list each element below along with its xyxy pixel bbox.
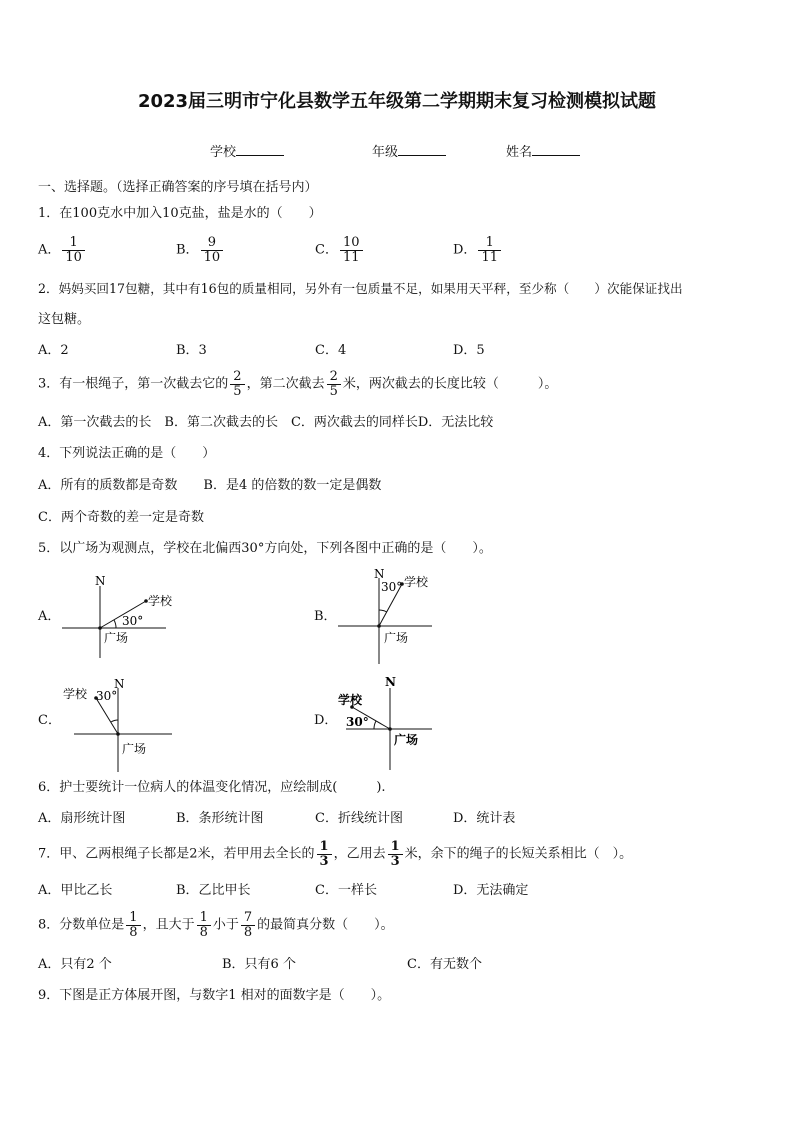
text: 7．甲、乙两根绳子长都是2米，若甲用去全长的 xyxy=(38,846,315,862)
q6-option-d: D．统计表 xyxy=(453,811,516,826)
fraction xyxy=(197,911,211,939)
fraction xyxy=(317,840,332,868)
question-9-stem: 9．下图是正方体展开图，与数字1 相对的面数字是（ ）。 xyxy=(38,988,391,1003)
q1-option-b xyxy=(176,236,225,264)
question-1-stem: 1．在100克水中加入10克盐，盐是水的（ ） xyxy=(38,206,322,221)
numerator: 1 xyxy=(126,911,140,926)
q8-option-b: B．只有6 个 xyxy=(222,957,296,972)
option-label: B． xyxy=(176,242,199,258)
q1-option-a xyxy=(38,236,87,264)
option-label: A． xyxy=(38,242,61,258)
text: 的最简真分数（ ）。 xyxy=(257,917,394,933)
denominator: 3 xyxy=(319,853,329,869)
section-heading: 一、选择题。（选择正确答案的序号填在括号内） xyxy=(38,180,318,195)
denominator: 5 xyxy=(329,383,338,399)
angle-label: 30° xyxy=(346,715,369,729)
name-field xyxy=(506,141,580,160)
q3-options: A．第一次截去的长 B．第二次截去的长 C．两次截去的同样长D．无法比较 xyxy=(38,415,494,430)
question-6-stem: 6．护士要统计一位病人的体温变化情况，应绘制成( ). xyxy=(38,780,386,795)
q6-option-a: A．扇形统计图 xyxy=(38,811,126,826)
q5-option-b-label: B． xyxy=(314,609,337,624)
grade-label: 年级 xyxy=(372,145,399,160)
q8-option-c: C．有无数个 xyxy=(407,957,482,972)
plaza-label: 广场 xyxy=(122,742,147,756)
q5-diagram-c xyxy=(58,674,198,774)
north-label: N xyxy=(385,675,396,689)
numerator: 1 xyxy=(62,236,85,251)
question-3-stem xyxy=(38,370,557,398)
plaza-label: 广场 xyxy=(104,631,129,645)
numerator: 1 xyxy=(478,236,501,251)
q7-option-a: A．甲比乙长 xyxy=(38,883,113,898)
plaza-label: 广场 xyxy=(394,733,419,747)
numerator: 1 xyxy=(317,840,332,855)
fraction xyxy=(62,236,85,264)
fraction xyxy=(340,236,363,264)
fraction xyxy=(241,911,255,939)
text: 小于 xyxy=(212,917,239,933)
school-label: 学校 xyxy=(404,575,429,589)
denominator: 8 xyxy=(129,924,138,940)
text: ，乙用去 xyxy=(333,846,386,862)
fraction xyxy=(478,236,501,264)
school-field xyxy=(210,141,284,160)
q5-diagram-d xyxy=(334,672,474,772)
q2-option-b: B．3 xyxy=(176,343,207,358)
numerator: 1 xyxy=(388,840,403,855)
text: 米，余下的绳子的长短关系相比（ ）。 xyxy=(404,846,633,862)
angle-label: 30° xyxy=(122,614,144,628)
name-blank xyxy=(532,141,580,156)
text: 3．有一根绳子，第一次截去它的 xyxy=(38,376,229,392)
numerator: 2 xyxy=(327,370,341,385)
page-title: 2023届三明市宁化县数学五年级第二学期期末复习检测模拟试题 xyxy=(137,91,657,112)
q5-option-d-label: D． xyxy=(314,713,338,728)
denominator: 11 xyxy=(342,249,360,265)
q7-option-d: D．无法确定 xyxy=(453,883,529,898)
option-label: D． xyxy=(453,242,477,258)
school-label: 学校 xyxy=(210,145,237,160)
q5-option-c-label: C． xyxy=(38,713,61,728)
q5-diagram-a xyxy=(58,570,198,665)
fraction xyxy=(201,236,224,264)
school-label: 学校 xyxy=(63,687,88,701)
q8-option-a: A．只有2 个 xyxy=(38,957,112,972)
question-5-stem: 5．以广场为观测点，学校在北偏西30°方向处，下列各图中正确的是（ ）。 xyxy=(38,541,492,556)
angle-label: 30° xyxy=(96,689,118,703)
numerator: 9 xyxy=(201,236,224,251)
denominator: 8 xyxy=(243,924,253,940)
q2-option-c: C．4 xyxy=(315,343,347,358)
denominator: 11 xyxy=(481,249,498,265)
north-label: N xyxy=(114,677,125,691)
q5-option-a-label: A． xyxy=(38,609,61,624)
denominator: 10 xyxy=(65,249,82,265)
q1-option-c xyxy=(315,236,365,264)
q5-diagram-b xyxy=(334,564,474,666)
q6-option-c: C．折线统计图 xyxy=(315,811,403,826)
grade-field xyxy=(372,141,446,160)
angle-label: 30° xyxy=(381,580,403,594)
question-2-line-1: 2．妈妈买回17包糖，其中有16包的质量相同，另外有一包质量不足，如果用天平秤，至少称（ ）次能保证找出 xyxy=(38,281,683,296)
numerator: 1 xyxy=(197,911,211,926)
question-2-line-2: 这包糖。 xyxy=(38,312,91,327)
q6-option-b: B．条形统计图 xyxy=(176,811,264,826)
question-8-stem xyxy=(38,911,394,939)
denominator: 10 xyxy=(203,249,221,265)
question-4-stem: 4．下列说法正确的是（ ） xyxy=(38,446,216,461)
fraction xyxy=(388,840,403,868)
q2-option-a: A．2 xyxy=(38,343,69,358)
text: ，且大于 xyxy=(142,917,195,933)
text: 米，两次截去的长度比较（ ）。 xyxy=(342,376,558,392)
numerator: 2 xyxy=(230,370,244,385)
q7-option-b: B．乙比甲长 xyxy=(176,883,251,898)
school-label: 学校 xyxy=(338,693,363,707)
option-label: C． xyxy=(315,242,338,258)
denominator: 3 xyxy=(390,853,400,869)
numerator: 10 xyxy=(340,236,363,251)
school-label: 学校 xyxy=(148,594,173,608)
q4-option-c: C．两个奇数的差一定是奇数 xyxy=(38,510,204,525)
plaza-label: 广场 xyxy=(384,631,409,645)
q1-option-d xyxy=(453,236,503,264)
fraction xyxy=(327,370,341,398)
text: ，第二次截去 xyxy=(246,376,325,392)
q4-options-ab: A．所有的质数都是奇数 B．是4 的倍数的数一定是偶数 xyxy=(38,478,382,493)
denominator: 5 xyxy=(233,383,242,399)
fraction xyxy=(230,370,244,398)
q7-option-c: C．一样长 xyxy=(315,883,377,898)
grade-blank xyxy=(398,141,446,156)
denominator: 8 xyxy=(199,924,208,940)
north-label: N xyxy=(374,567,385,581)
numerator: 7 xyxy=(241,911,255,926)
fraction xyxy=(126,911,140,939)
q2-option-d: D．5 xyxy=(453,343,485,358)
question-7-stem xyxy=(38,840,632,868)
name-label: 姓名 xyxy=(506,145,533,160)
north-label: N xyxy=(95,574,106,588)
school-blank xyxy=(236,141,284,156)
text: 8．分数单位是 xyxy=(38,917,125,933)
